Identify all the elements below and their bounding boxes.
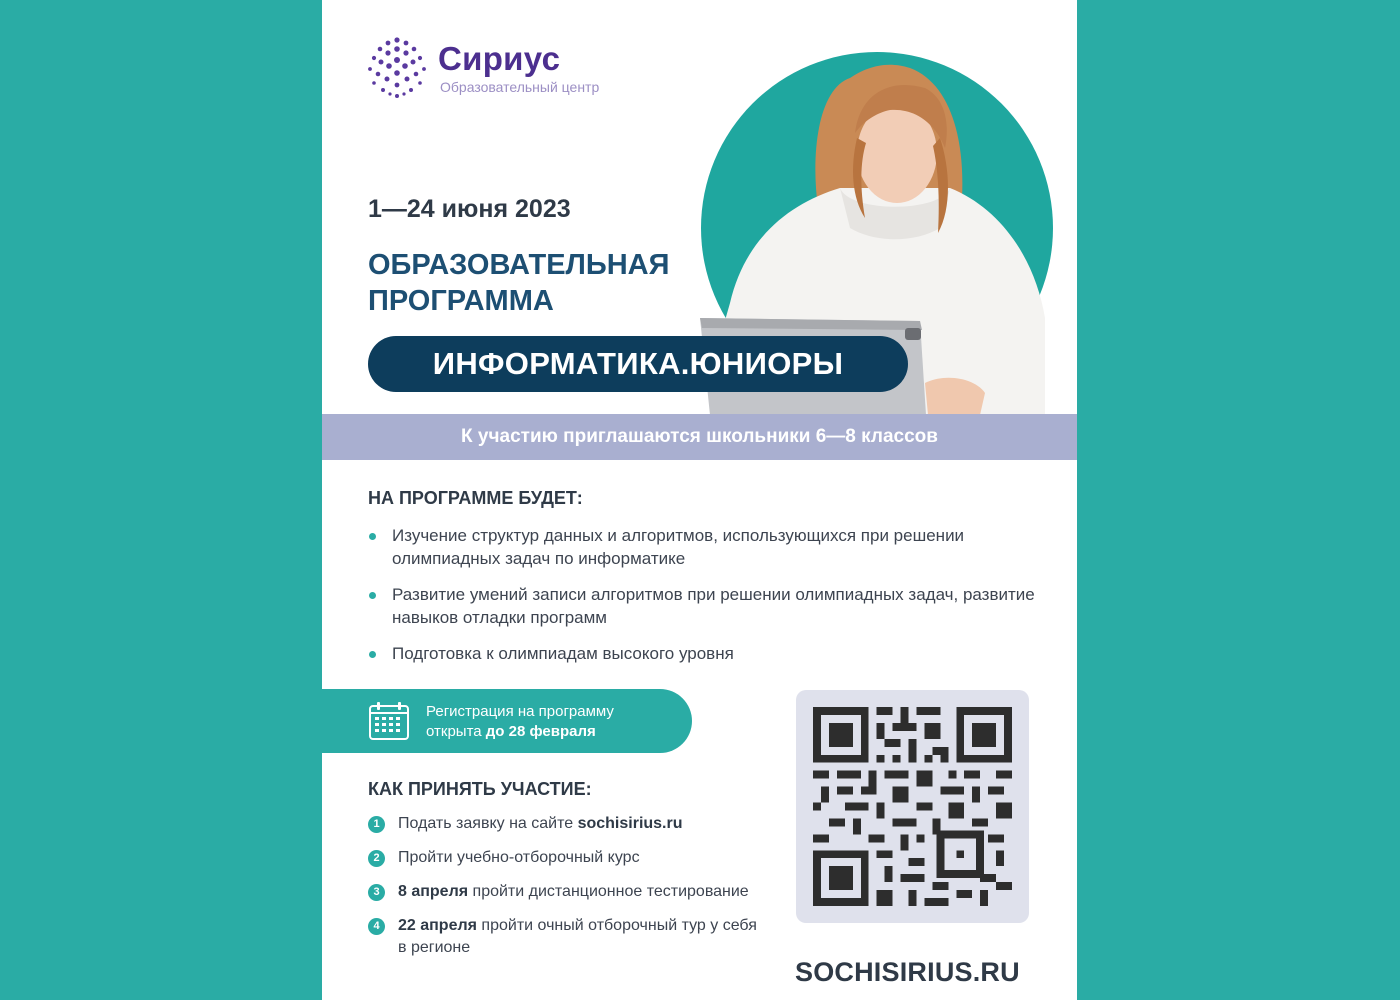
website-link[interactable]: SOCHISIRIUS.RU [795, 957, 1020, 987]
program-list [368, 524, 1048, 678]
registration-deadline: до 28 февраля [485, 723, 596, 740]
program-name: ИНФОРМАТИКА.ЮНИОРЫ [432, 346, 844, 381]
poster [322, 0, 1077, 1000]
step-suffix: пройти дистанционное тестирование [468, 883, 749, 900]
step-item [368, 847, 768, 869]
qr-code-icon [813, 707, 1012, 906]
how-heading: КАК ПРИНЯТЬ УЧАСТИЕ: [368, 779, 592, 799]
list-item-text: Изучение структур данных и алгоритмов, использующихся при решении олимпиадных задач по информатике [392, 526, 965, 568]
bullet-icon [369, 533, 376, 540]
step-item [368, 813, 768, 835]
program-dates: 1—24 июня 2023 [368, 195, 571, 223]
qr-code-box [796, 690, 1029, 923]
registration-line2-prefix: открыта [426, 723, 486, 740]
step-number: 1 [368, 816, 385, 833]
program-name-banner [368, 336, 908, 392]
logo-subtitle: Образовательный центр [440, 79, 600, 95]
list-item-text: Подготовка к олимпиадам высокого уровня [392, 644, 734, 663]
step-number: 2 [368, 850, 385, 867]
step-bold: sochisirius.ru [577, 815, 683, 832]
registration-line1: Регистрация на программу [426, 703, 614, 720]
bullet-icon [369, 592, 376, 599]
step-suffix: пройти очный отборочный тур у себя в регионе [398, 917, 757, 956]
list-item [368, 583, 1048, 629]
step-item [368, 915, 768, 959]
step-number: 3 [368, 884, 385, 901]
step-bold: 22 апреля [398, 917, 477, 934]
registration-banner [322, 689, 692, 753]
step-item [368, 881, 768, 903]
bullet-icon [369, 651, 376, 658]
list-item [368, 642, 1048, 665]
step-text: Подать заявку на сайте [398, 815, 578, 832]
list-item [368, 524, 1048, 570]
step-number: 4 [368, 918, 385, 935]
logo-name: Сириус [438, 40, 561, 77]
step-bold: 8 апреля [398, 883, 469, 900]
invite-text: К участию приглашаются школьники 6—8 классов [461, 426, 938, 447]
registration-text [426, 702, 614, 742]
invite-band [322, 414, 1077, 460]
calendar-icon [368, 700, 410, 742]
step-text: Пройти учебно-отборочный курс [398, 849, 640, 866]
list-item-text: Развитие умений записи алгоритмов при решении олимпиадных задач, развитие навыков отладки программ [392, 585, 1035, 627]
sirius-dots-icon [366, 36, 428, 100]
steps-list [368, 813, 768, 971]
program-title: ОБРАЗОВАТЕЛЬНАЯ ПРОГРАММА [368, 249, 670, 317]
program-heading: НА ПРОГРАММЕ БУДЕТ: [368, 488, 583, 508]
